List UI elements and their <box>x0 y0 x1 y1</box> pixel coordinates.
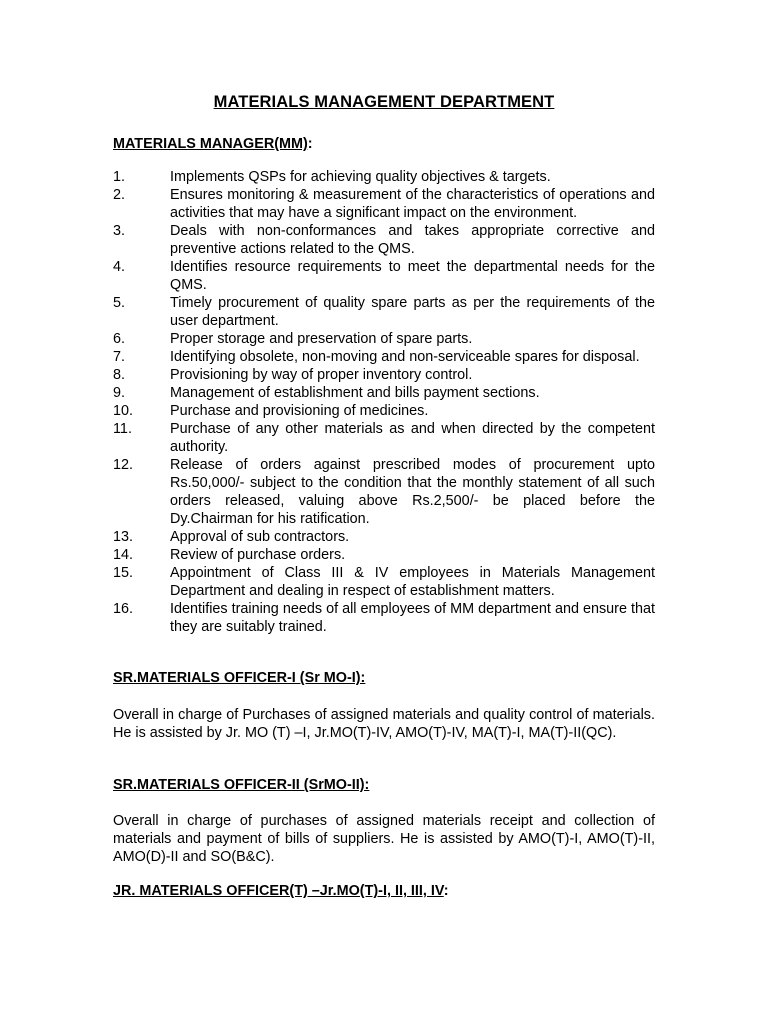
heading-colon: : <box>443 883 449 899</box>
list-item <box>113 366 655 384</box>
sr-mo-1-description: Overall in charge of Purchases of assigned materials and quality control of materials. He is assisted by Jr. MO (T) –I, Jr.MO(T)-IV, AMO(T)-IV, MA(T)-I, MA(T)-II(QC). <box>113 707 655 741</box>
section-heading-jr-mo <box>113 883 449 899</box>
list-item-text: Purchase and provisioning of medicines. <box>170 403 429 419</box>
heading-text: JR. MATERIALS OFFICER(T) –Jr.MO(T)-I, II, III, IV <box>113 883 444 899</box>
materials-manager-duties-list <box>113 168 655 636</box>
list-item-text: Purchase of any other materials as and when directed by the competent authority. <box>170 421 655 455</box>
list-item-number: 15. <box>113 565 134 581</box>
list-item-text: Approval of sub contractors. <box>170 529 350 545</box>
section-heading-sr-mo-2 <box>113 777 369 793</box>
list-item-number: 14. <box>113 547 134 563</box>
heading-text: MATERIALS MANAGER(MM) <box>113 136 308 152</box>
list-item-text: Release of orders against prescribed modes of procurement upto Rs.50,000/- subject to the condition that the monthly statement of all such orders released, valuing above Rs.2,500/- be placed before the Dy.Chairman for his ratification. <box>170 457 655 527</box>
list-item-text: Identifying obsolete, non-moving and non-serviceable spares for disposal. <box>170 349 640 365</box>
list-item-number: 13. <box>113 529 134 545</box>
list-item <box>113 528 655 546</box>
list-item <box>113 330 655 348</box>
list-item-text: Appointment of Class III & IV employees in Materials Management Department and dealing in respect of establishment matters. <box>170 565 655 599</box>
list-item <box>113 456 655 528</box>
list-item-number: 8. <box>113 367 126 383</box>
list-item-text: Deals with non-conformances and takes appropriate corrective and preventive actions related to the QMS. <box>170 223 655 257</box>
list-item <box>113 600 655 636</box>
list-item-number: 11. <box>113 421 132 437</box>
sr-mo-2-description: Overall in charge of purchases of assigned materials receipt and collection of materials and payment of bills of suppliers. He is assisted by AMO(T)-I, AMO(T)-II, AMO(D)-II and SO(B&C). <box>113 813 655 865</box>
list-item-text: Review of purchase orders. <box>170 547 346 563</box>
section-heading-materials-manager <box>113 136 313 152</box>
list-item <box>113 348 655 366</box>
list-item-number: 2. <box>113 187 126 203</box>
heading-colon: : <box>307 136 313 152</box>
list-item-number: 3. <box>113 223 126 239</box>
list-item-number: 7. <box>113 349 126 365</box>
page-title: MATERIALS MANAGEMENT DEPARTMENT <box>213 93 555 111</box>
list-item-text: Identifies resource requirements to meet the departmental needs for the QMS. <box>170 259 655 293</box>
list-item-number: 4. <box>113 259 126 275</box>
list-item-text: Provisioning by way of proper inventory control. <box>170 367 473 383</box>
list-item-number: 10. <box>113 403 134 419</box>
heading-text: SR.MATERIALS OFFICER-I (Sr MO-I): <box>113 670 366 686</box>
list-item <box>113 222 655 258</box>
list-item <box>113 420 655 456</box>
list-item-number: 12. <box>113 457 134 473</box>
list-item-number: 6. <box>113 331 126 347</box>
list-item-text: Identifies training needs of all employees of MM department and ensure that they are suitably trained. <box>170 601 655 635</box>
list-item-text: Ensures monitoring & measurement of the characteristics of operations and activities that may have a significant impact on the environment. <box>170 187 655 221</box>
list-item <box>113 546 655 564</box>
list-item <box>113 402 655 420</box>
list-item <box>113 384 655 402</box>
list-item-number: 16. <box>113 601 134 617</box>
list-item <box>113 186 655 222</box>
list-item <box>113 168 655 186</box>
list-item <box>113 258 655 294</box>
list-item-text: Proper storage and preservation of spare parts. <box>170 331 473 347</box>
list-item-number: 1. <box>113 169 126 185</box>
section-heading-sr-mo-1 <box>113 670 365 686</box>
list-item-number: 9. <box>113 385 126 401</box>
list-item <box>113 564 655 600</box>
heading-text: SR.MATERIALS OFFICER-II (SrMO-II): <box>113 777 370 793</box>
list-item-number: 5. <box>113 295 126 311</box>
list-item-text: Management of establishment and bills payment sections. <box>170 385 540 401</box>
list-item <box>113 294 655 330</box>
list-item-text: Implements QSPs for achieving quality objectives & targets. <box>170 169 551 185</box>
list-item-text: Timely procurement of quality spare parts as per the requirements of the user department. <box>170 295 655 329</box>
